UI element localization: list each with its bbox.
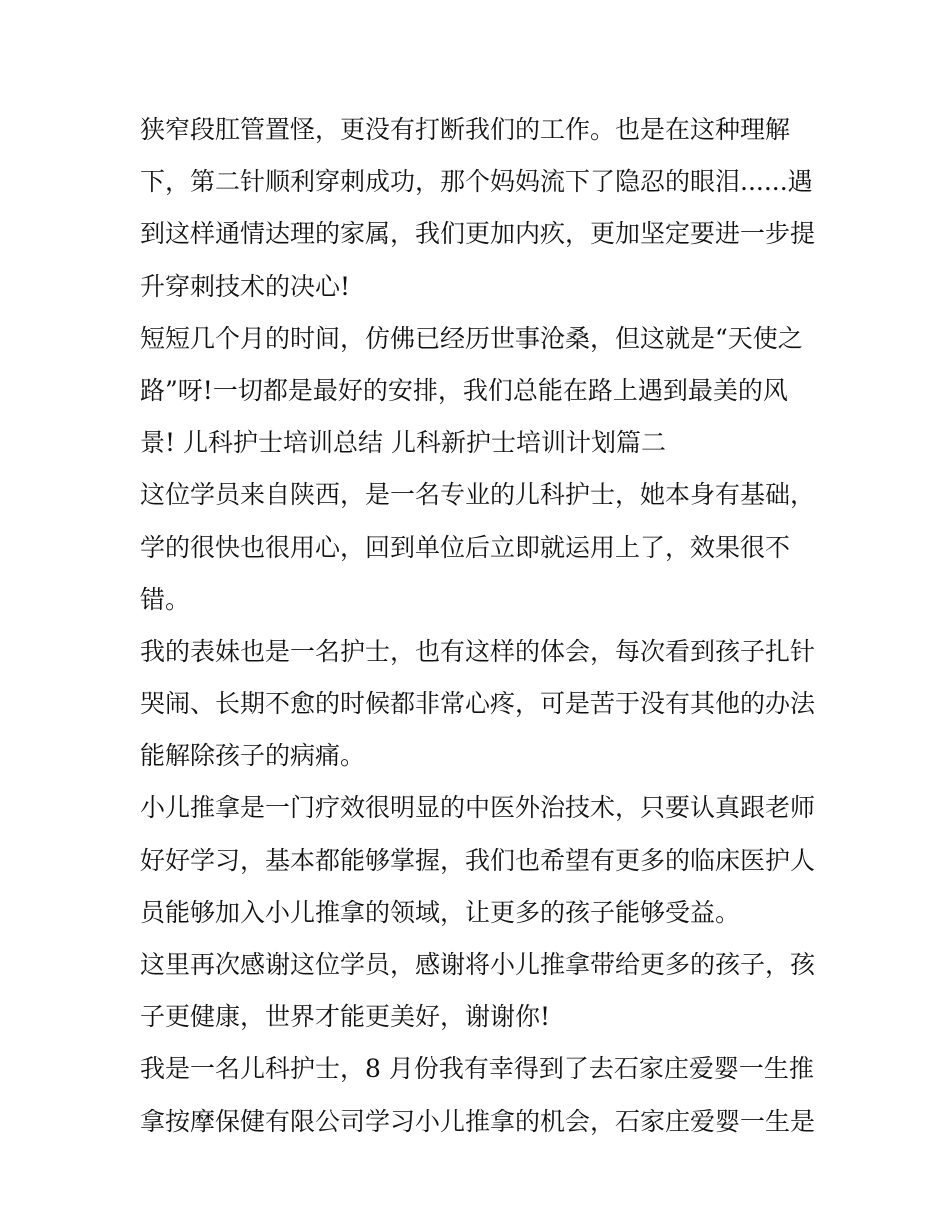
text-line: 子更健康，世界才能更美好，谢谢你!	[140, 1002, 551, 1032]
text-line: 员能够加入小儿推拿的领域，让更多的孩子能够受益。	[140, 897, 741, 927]
text-line: 我是一名儿科护士，8 月份我有幸得到了去石家庄爱婴一生推	[140, 1054, 814, 1084]
text-line: 学的很快也很用心，回到单位后立即就运用上了，效果很不	[140, 532, 791, 562]
text-line: 哭闹、长期不愈的时候都非常心疼，可是苦于没有其他的办法	[140, 689, 816, 719]
text-line: 路”呀!一切都是最好的安排，我们总能在路上遇到最美的风	[140, 375, 788, 405]
document-body	[140, 104, 820, 1148]
text-line: 到这样通情达理的家属，我们更加内疚，更加坚定要进一步提	[140, 219, 816, 249]
text-line: 下，第二针顺利穿刺成功，那个妈妈流下了隐忍的眼泪......遇	[140, 167, 813, 197]
text-line: 景! 儿科护士培训总结 儿科新护士培训计划篇二	[140, 428, 666, 458]
text-line: 小儿推拿是一门疗效很明显的中医外治技术，只要认真跟老师	[140, 793, 816, 823]
text-line: 狭窄段肛管置怪，更没有打断我们的工作。也是在这种理解	[140, 115, 791, 144]
text-line: 这位学员来自陕西，是一名专业的儿科护士，她本身有基础，	[140, 480, 816, 510]
text-line: 我的表妹也是一名护士，也有这样的体会，每次看到孩子扎针	[140, 636, 816, 666]
text-line: 这里再次感谢这位学员，感谢将小儿推拿带给更多的孩子，孩	[140, 950, 816, 979]
text-line: 拿按摩保健有限公司学习小儿推拿的机会，石家庄爱婴一生是	[140, 1106, 816, 1136]
text-line: 错。	[140, 584, 191, 614]
text-line: 好好学习，基本都能够掌握，我们也希望有更多的临床医护人	[140, 845, 816, 875]
text-line: 能解除孩子的病痛。	[140, 741, 366, 771]
text-line: 升穿刺技术的决心!	[140, 271, 351, 301]
text-line: 短短几个月的时间，仿佛已经历世事沧桑，但这就是“天使之	[140, 323, 803, 353]
